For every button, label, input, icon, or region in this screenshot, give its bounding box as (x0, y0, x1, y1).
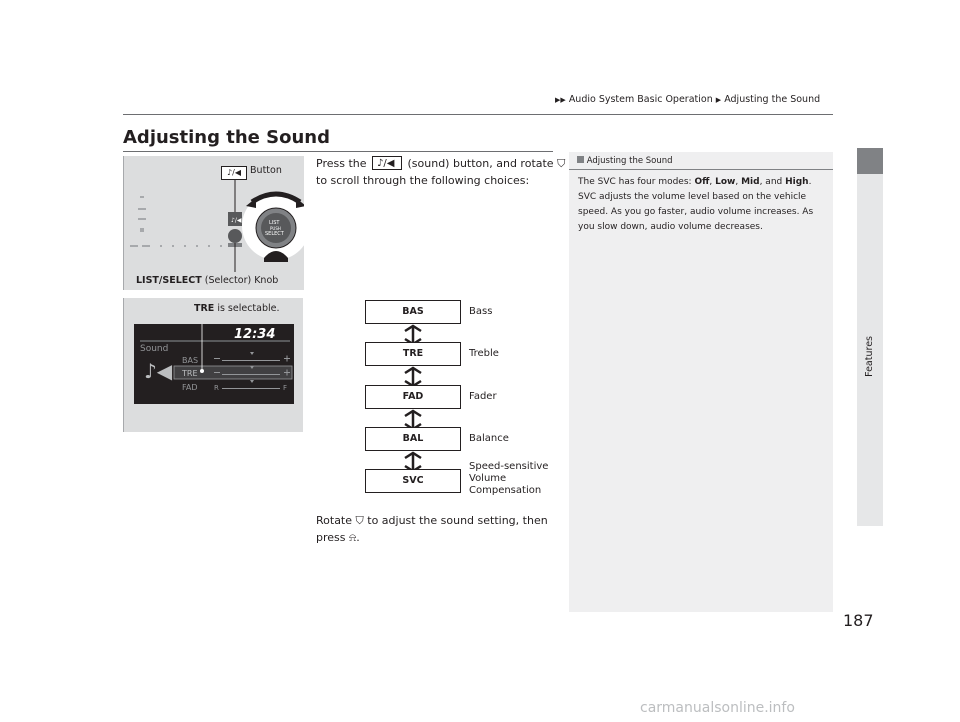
push-knob-icon: ⍾ (349, 531, 357, 544)
selector-knob-icon: ⛉ (557, 157, 566, 170)
button-label: Button (250, 165, 282, 176)
outro-text-part1: Rotate (316, 514, 353, 527)
flow-label-bass: Bass (469, 306, 493, 317)
note-mode-mid: Mid (741, 177, 760, 187)
section-tab-label[interactable]: Features (864, 336, 875, 377)
flow-label-balance: Balance (469, 433, 509, 444)
title-divider (123, 151, 553, 152)
selector-knob-icon: ⛉ (355, 514, 364, 527)
intro-text-line2: to scroll through the following choices: (316, 174, 530, 187)
audio-panel-figure (123, 156, 303, 290)
fad-front-label: F (283, 384, 288, 392)
page-number: 187 (843, 611, 874, 630)
breadcrumb (555, 94, 820, 105)
flow-label-svc-line2: Volume (469, 473, 507, 484)
section-tab-marker (857, 148, 883, 174)
outro-text-press: press (316, 531, 346, 544)
note-heading-text: Adjusting the Sound (586, 156, 673, 166)
header-divider (123, 114, 833, 115)
selectable-label-rest: is selectable. (214, 303, 280, 314)
breadcrumb-arrow-icon: ▶ (715, 96, 722, 104)
flow-box-bas: BAS (365, 300, 461, 324)
sound-screen-display (134, 324, 294, 404)
flow-box-fad: FAD (365, 385, 461, 409)
flow-box-tre: TRE (365, 342, 461, 366)
sound-button-callout (221, 165, 282, 180)
sound-button-icon: ♪/◀ (372, 156, 402, 170)
small-knob-icon (228, 229, 242, 243)
flow-label-fader: Fader (469, 391, 497, 402)
knob-callout (136, 275, 278, 286)
flow-label-svc (469, 461, 548, 497)
note-body (578, 175, 826, 235)
note-heading (577, 156, 673, 166)
note-text-start: The SVC has four modes: (578, 177, 695, 187)
breadcrumb-item-1[interactable]: Audio System Basic Operation (568, 94, 713, 105)
note-mode-off: Off (694, 177, 710, 187)
flow-box-svc: SVC (365, 469, 461, 493)
outro-text-part2: to adjust the sound setting, then (367, 514, 548, 527)
knob-text-list: LIST (269, 220, 280, 226)
outro-text (316, 512, 548, 529)
outro-text-line2 (316, 529, 360, 546)
svg-text:♪/◀: ♪/◀ (231, 217, 242, 224)
intro-text (316, 155, 565, 172)
note-sep2: , (735, 177, 742, 187)
sound-note-icon: ♪◀ (144, 359, 173, 383)
note-mode-high: High (785, 177, 809, 187)
note-divider (569, 169, 833, 170)
flow-box-bal: BAL (365, 427, 461, 451)
screen-clock: 12:34 (234, 327, 276, 342)
flow-label-svc-line3: Compensation (469, 485, 542, 496)
watermark: carmanualsonline.info (640, 700, 795, 716)
fad-rear-label: R (214, 384, 219, 392)
note-mode-low: Low (715, 177, 736, 187)
sound-button-icon: ♪/◀ (221, 166, 247, 180)
note-icon (577, 156, 584, 163)
breadcrumb-arrow-icon: ▶▶ (555, 96, 566, 104)
screen-row-fad: FAD (182, 383, 198, 392)
outro-text-period: . (356, 531, 360, 544)
note-text-rest: SVC adjusts the volume level based on the vehicle speed. As you go faster, audio volume increases. As you slow down, audio volume decreases. (578, 192, 814, 232)
knob-label-bold: LIST/SELECT (136, 275, 202, 286)
selectable-callout (194, 303, 280, 314)
page-title: Adjusting the Sound (123, 127, 330, 148)
screen-title: Sound (140, 344, 169, 354)
flow-label-svc-line1: Speed-sensitive (469, 461, 549, 472)
knob-label-rest: (Selector) Knob (201, 275, 279, 286)
knob-text-push: PUSH (270, 226, 281, 231)
flow-label-treble: Treble (469, 348, 499, 359)
note-text-end: . (808, 177, 812, 187)
note-sep3: , and (759, 177, 786, 187)
sound-screen-figure (123, 298, 303, 432)
intro-text-part2: (sound) button, and rotate (407, 157, 554, 170)
note-sep1: , (709, 177, 716, 187)
breadcrumb-item-2[interactable]: Adjusting the Sound (724, 94, 821, 105)
screen-row-bas: BAS (182, 356, 199, 365)
screen-row-tre: TRE (182, 369, 198, 378)
selectable-label-bold: TRE (194, 303, 215, 314)
intro-text-part1: Press the (316, 157, 367, 170)
knob-text-select: SELECT (265, 231, 284, 237)
